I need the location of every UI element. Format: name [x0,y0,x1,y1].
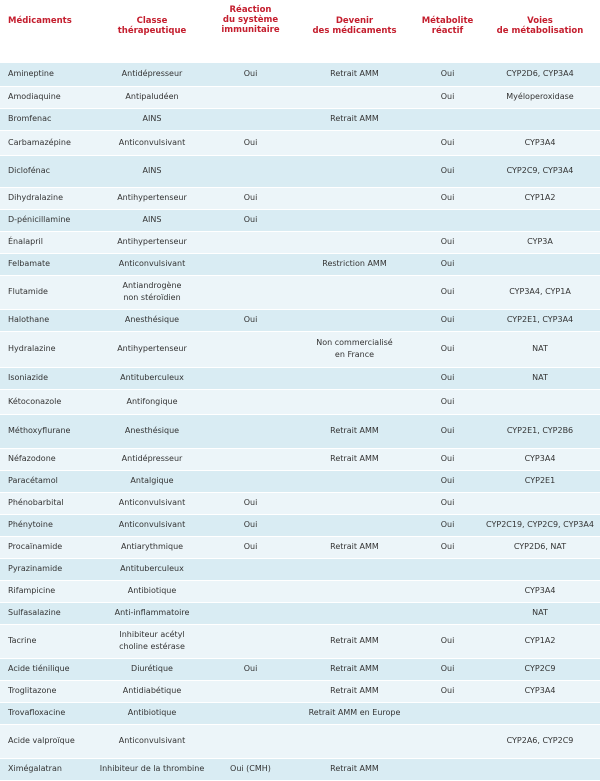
table-cell-metabolite: Oui [440,396,455,406]
table-row [0,253,600,275]
table-cell-immune [207,624,294,658]
table-cell-metabolite: Oui [440,498,455,507]
table-cell-pathways [480,702,600,724]
table-row [0,758,600,780]
table-cell-class: Inhibiteur acétyl choline estérase [119,630,185,651]
table-row [0,514,600,536]
table-cell-pathways [480,209,600,231]
table-row [0,658,600,680]
table-cell-metabolite: Oui [440,542,455,551]
table-cell-metabolite: Oui [440,686,455,695]
table-cell-class: Anticonvulsivant [118,137,186,147]
table-row [0,367,600,389]
table-cell-class: Anticonvulsivant [118,736,186,745]
table-cell-class: Anti-inflammatoire [114,608,190,617]
table-cell-drug: Felbamate [8,259,51,268]
table-cell-drug: Ximégalatran [8,764,62,773]
table-row [0,62,600,86]
table-cell-immune: Oui [243,498,258,507]
table-cell-class: AINS [142,215,162,224]
table-cell-drug: Méthoxyflurane [8,426,71,435]
table-cell-drug: Tacrine [8,636,37,645]
table-cell-immune [207,602,294,624]
header-pathways: Voies de métabolisation [496,16,584,36]
table-row [0,492,600,514]
table-cell-immune [207,448,294,470]
table-cell-pathways: CYP2E1, CYP2B6 [506,426,574,435]
table-cell-fate [294,209,415,231]
table-header-row [0,0,600,62]
table-row [0,155,600,187]
table-cell-class: Antituberculeux [120,373,184,382]
table-cell-drug: Isoniazide [8,373,49,382]
table-cell-immune [207,389,294,414]
table-cell-fate [294,231,415,253]
table-cell-pathways: CYP2C19, CYP2C9, CYP3A4 [486,520,594,529]
table-cell-pathways: CYP2A6, CYP2C9 [506,736,574,745]
table-cell-immune [207,108,294,130]
table-cell-class: Antiandrogène non stéroïdien [122,281,182,302]
table-cell-metabolite: Oui [440,166,455,175]
table-cell-fate: Retrait AMM [330,636,379,645]
table-cell-metabolite [415,580,480,602]
table-row [0,209,600,231]
table-cell-fate: Retrait AMM [330,686,379,695]
table-cell-class: Anesthésique [124,315,180,324]
table-row [0,624,600,658]
table-row [0,558,600,580]
table-cell-pathways [480,253,600,275]
table-cell-drug: Paracétamol [8,476,58,485]
table-cell-fate: Restriction AMM [322,259,387,268]
table-row [0,108,600,130]
table-cell-immune [207,702,294,724]
table-cell-drug: Phénytoine [8,520,53,529]
table-cell-class: AINS [142,114,162,123]
table-cell-class: Anesthésique [124,426,180,435]
table-cell-pathways [480,389,600,414]
table-cell-drug: Acide tiénilique [8,664,70,673]
table-cell-metabolite [415,758,480,780]
table-cell-class: Antihypertenseur [117,237,187,246]
table-cell-drug: Amineptine [8,69,54,79]
table-cell-metabolite: Oui [440,664,455,673]
table-cell-fate: Retrait AMM [330,114,379,123]
table-row [0,580,600,602]
table-cell-fate [294,187,415,209]
table-cell-class: Antifongique [126,396,178,406]
table-cell-immune: Oui [243,315,258,324]
table-cell-fate [294,602,415,624]
table-cell-metabolite: Oui [440,315,455,324]
table-cell-metabolite [415,108,480,130]
table-cell-immune [207,367,294,389]
table-cell-fate [294,155,415,187]
table-cell-pathways: CYP2C9 [524,664,556,673]
table-cell-metabolite [415,602,480,624]
table-cell-fate: Retrait AMM [330,664,379,673]
table-cell-pathways: Myéloperoxidase [506,92,574,101]
table-cell-drug: Acide valproïque [8,736,75,745]
table-cell-drug: Pyrazinamide [8,564,63,573]
table-cell-immune [207,331,294,367]
table-row [0,187,600,209]
table-cell-class: Antipaludéen [125,92,179,101]
table-cell-class: Antibiotique [127,586,177,595]
table-cell-metabolite [415,702,480,724]
table-cell-drug: Phénobarbital [8,498,64,507]
table-cell-immune [207,414,294,448]
table-cell-pathways: CYP3A4 [524,586,556,595]
table-cell-drug: Carbamazépine [8,137,71,147]
table-cell-fate: Retrait AMM [330,69,379,79]
table-cell-pathways: CYP1A2 [524,193,556,202]
table-cell-class: Antihypertenseur [117,344,187,353]
table-cell-metabolite: Oui [440,259,455,268]
table-cell-immune [207,470,294,492]
table-cell-pathways: NAT [532,608,548,617]
table-cell-drug: Trovafloxacine [8,708,66,717]
table-cell-metabolite: Oui [440,287,455,296]
table-cell-fate [294,580,415,602]
table-cell-metabolite [415,209,480,231]
table-cell-pathways: CYP1A2 [524,636,556,645]
table-cell-pathways: CYP2D6, CYP3A4 [506,69,574,79]
table-cell-pathways: CYP2E1 [524,476,556,485]
table-cell-drug: Halothane [8,315,50,324]
table-cell-immune: Oui [243,542,258,551]
table-cell-class: Antalgique [130,476,174,485]
table-cell-drug: Énalapril [8,237,43,246]
table-row [0,309,600,331]
table-cell-immune: Oui [243,137,258,147]
table-cell-drug: Dihydralazine [8,193,63,202]
table-cell-class: Antidépresseur [121,69,183,79]
table-cell-immune [207,86,294,108]
table-cell-class: Antibiotique [127,708,177,717]
table-cell-drug: Bromfenac [8,114,52,123]
table-cell-drug: Flutamide [8,287,48,296]
table-cell-pathways: NAT [532,344,548,353]
table-row [0,331,600,367]
table-cell-drug: Néfazodone [8,454,56,463]
table-cell-class: AINS [142,166,162,175]
table-cell-metabolite [415,558,480,580]
table-row [0,724,600,758]
table-cell-pathways [480,108,600,130]
table-cell-class: Anticonvulsivant [118,259,186,268]
table-cell-class: Antidiabétique [122,686,182,695]
table-cell-class: Anticonvulsivant [118,520,186,529]
table-cell-metabolite: Oui [440,237,455,246]
table-cell-drug: Procaïnamide [8,542,63,551]
table-cell-immune [207,724,294,758]
table-row [0,680,600,702]
table-cell-fate [294,514,415,536]
table-cell-metabolite: Oui [440,193,455,202]
table-cell-metabolite: Oui [440,344,455,353]
table-row [0,130,600,155]
table-cell-drug: Kétoconazole [8,396,62,406]
table-cell-pathways [480,758,600,780]
table-row [0,448,600,470]
table-cell-immune: Oui [243,215,258,224]
table-cell-immune: Oui [243,664,258,673]
table-cell-fate: Retrait AMM [330,542,379,551]
table-cell-pathways: CYP3A [527,237,553,246]
table-cell-fate [294,130,415,155]
table-cell-immune [207,275,294,309]
table-cell-fate [294,86,415,108]
table-cell-class: Anticonvulsivant [118,498,186,507]
table-cell-metabolite: Oui [440,92,455,101]
table-cell-pathways: CYP3A4 [524,686,556,695]
table-cell-fate [294,275,415,309]
header-class: Classe thérapeutique [117,16,187,36]
table-cell-immune [207,231,294,253]
table-cell-metabolite [415,724,480,758]
table-cell-drug: Rifampicine [8,586,56,595]
table-cell-pathways: CYP2E1, CYP3A4 [506,315,574,324]
table-row [0,275,600,309]
table-cell-fate [294,470,415,492]
table-cell-drug: Troglitazone [8,686,57,695]
table-cell-drug: D-pénicillamine [8,215,71,224]
table-cell-pathways: CYP3A4 [524,454,556,463]
table-cell-immune [207,253,294,275]
table-cell-class: Antiarythmique [120,542,184,551]
table-cell-immune [207,558,294,580]
table-cell-fate [294,309,415,331]
table-cell-class: Antihypertenseur [117,193,187,202]
table-cell-metabolite: Oui [440,426,455,435]
table-row [0,536,600,558]
table-cell-fate: Retrait AMM [330,454,379,463]
table-cell-fate [294,724,415,758]
table-cell-immune [207,580,294,602]
table-cell-pathways: CYP3A4 [524,137,556,147]
table-cell-metabolite: Oui [440,520,455,529]
table-cell-fate: Retrait AMM [330,426,379,435]
header-metabolite: Métabolite réactif [421,16,474,36]
table-cell-drug: Amodiaquine [8,92,61,101]
table-cell-immune [207,155,294,187]
table-cell-fate: Retrait AMM en Europe [308,708,401,717]
table-cell-metabolite: Oui [440,476,455,485]
table-cell-pathways: CYP2D6, NAT [513,542,567,551]
table-cell-drug: Diclofénac [8,166,51,175]
table-cell-metabolite: Oui [440,137,455,147]
table-cell-pathways: CYP2C9, CYP3A4 [506,166,574,175]
table-cell-immune: Oui [243,69,258,79]
table-cell-drug: Sulfasalazine [8,608,61,617]
header-drug: Médicaments [8,16,72,26]
table-cell-fate [294,367,415,389]
header-immune: Réaction du système immunitaire [221,5,280,35]
table-cell-pathways [480,492,600,514]
table-cell-class: Inhibiteur de la thrombine [99,764,205,773]
table-row [0,86,600,108]
table-cell-fate: Non commercialisé en France [316,338,393,359]
table-cell-pathways: NAT [532,373,548,382]
table-cell-fate [294,558,415,580]
table-cell-drug: Hydralazine [8,344,56,353]
table-cell-class: Diurétique [131,664,173,673]
table-row [0,470,600,492]
table-cell-fate [294,492,415,514]
table-cell-pathways [480,558,600,580]
table-row [0,702,600,724]
table-row [0,389,600,414]
table-cell-class: Antidépresseur [121,454,183,463]
table-row [0,231,600,253]
table-cell-immune: Oui (CMH) [230,764,271,773]
table-cell-fate: Retrait AMM [330,764,379,773]
table-row [0,414,600,448]
table-cell-metabolite: Oui [440,636,455,645]
header-fate: Devenir des médicaments [312,16,397,36]
table-cell-metabolite: Oui [440,373,455,382]
table-cell-metabolite: Oui [440,69,455,79]
table-cell-metabolite: Oui [440,454,455,463]
table-row [0,602,600,624]
table-cell-immune [207,680,294,702]
table-cell-fate [294,389,415,414]
table-cell-immune: Oui [243,193,258,202]
table-cell-immune: Oui [243,520,258,529]
table-cell-class: Antituberculeux [120,564,184,573]
table-cell-pathways: CYP3A4, CYP1A [509,287,571,296]
